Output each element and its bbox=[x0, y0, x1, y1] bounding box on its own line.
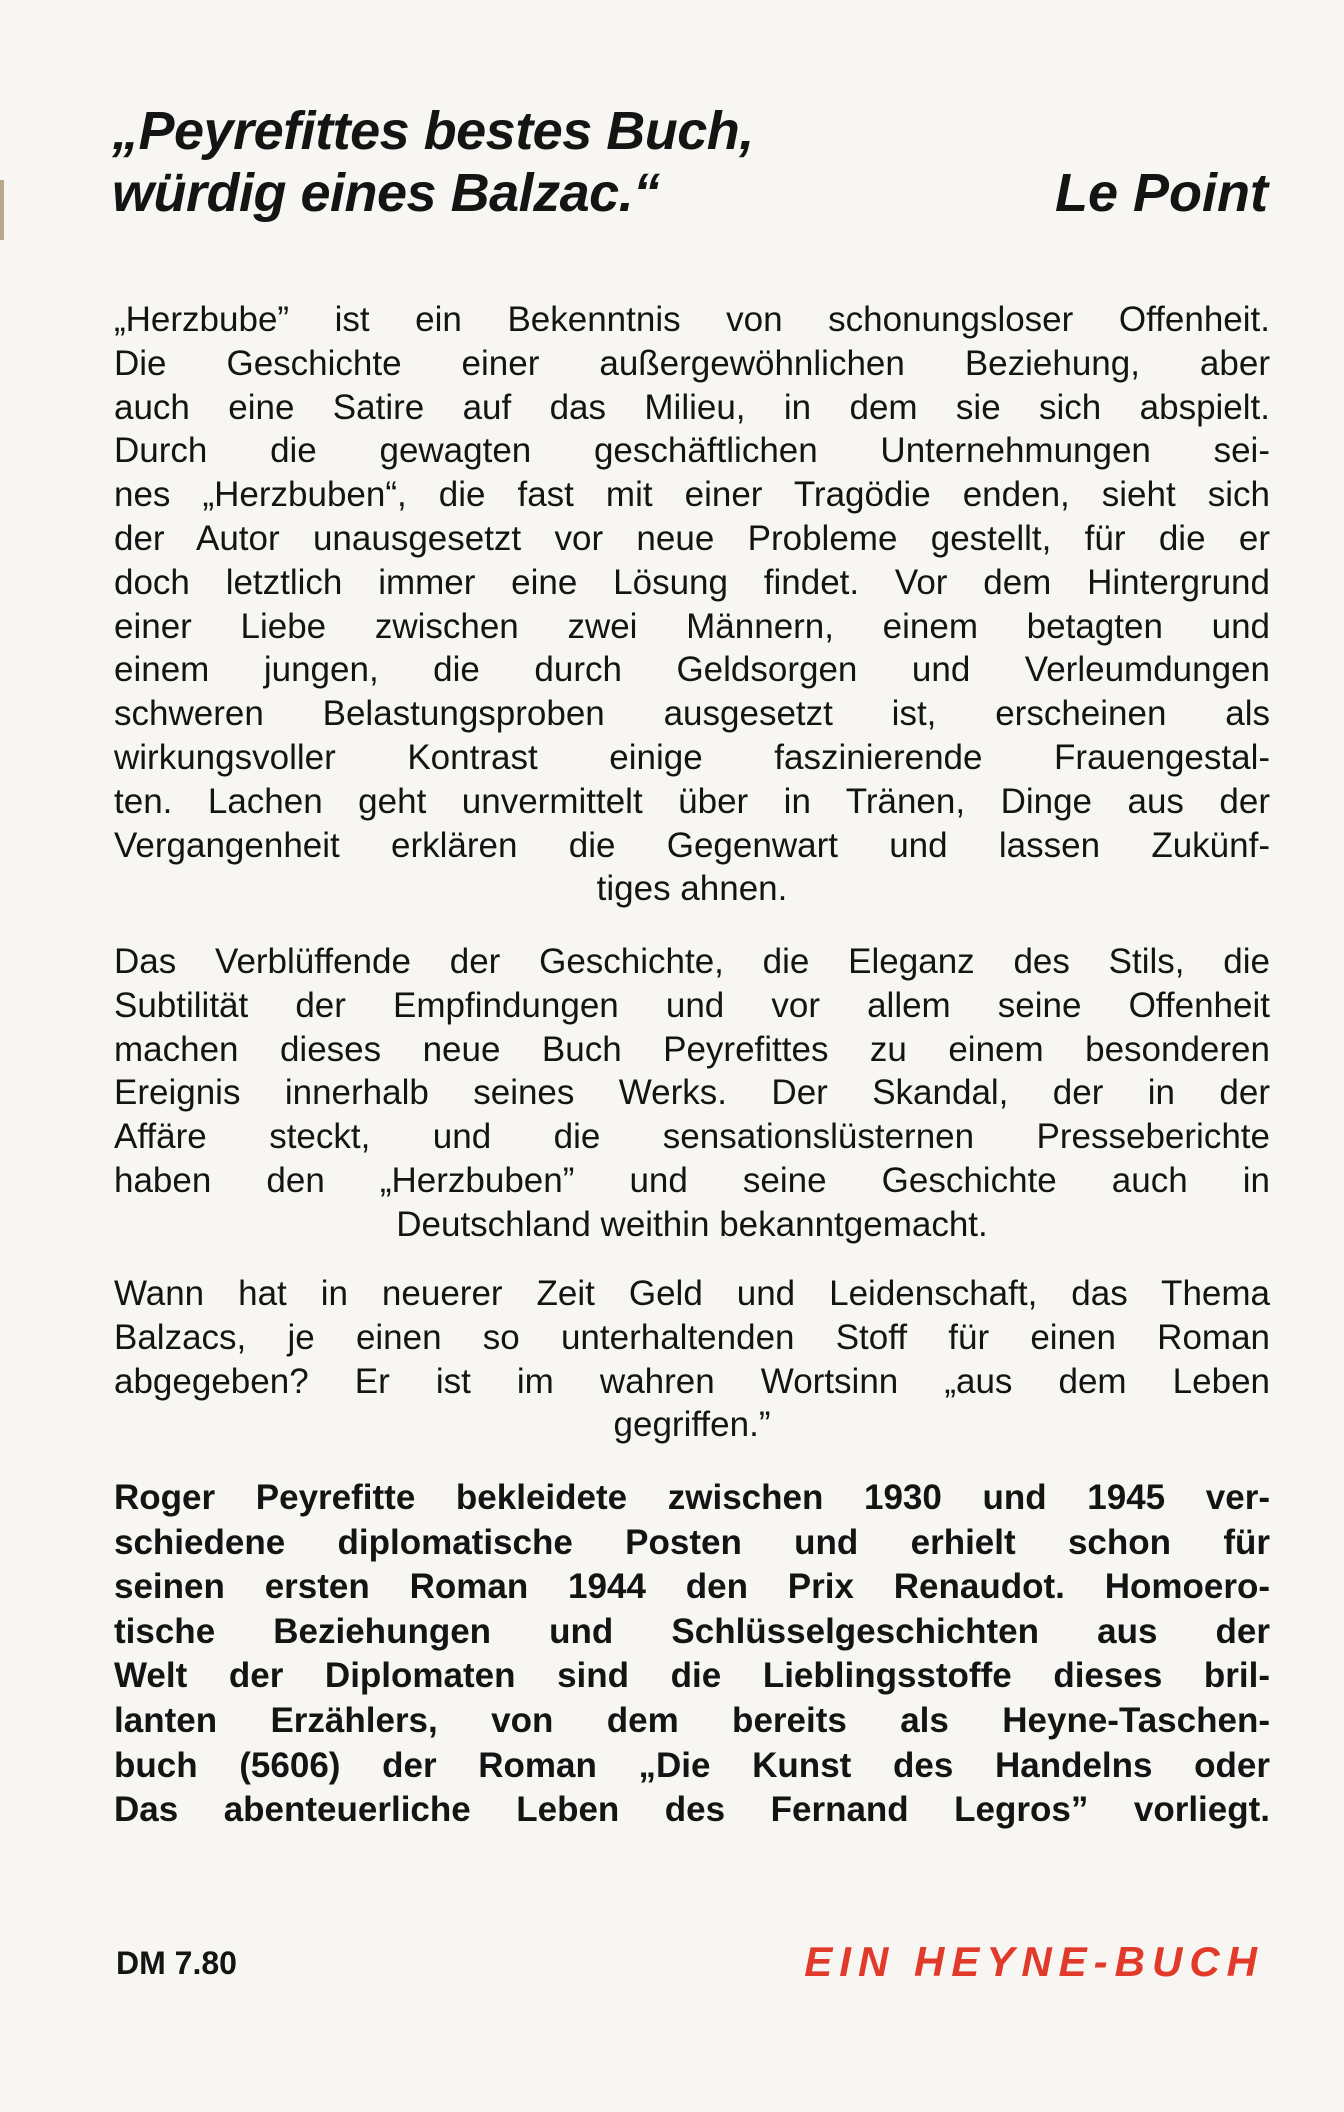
text-line: nes „Herzbuben“, die fast mit einer Tragödie enden, sieht sich bbox=[114, 475, 1270, 515]
text-line: seinen ersten Roman 1944 den Prix Renaudot. Homoero- bbox=[114, 1567, 1270, 1607]
text-line: tische Beziehungen und Schlüsselgeschichten aus der bbox=[114, 1611, 1270, 1651]
text-line: tiges ahnen. bbox=[596, 869, 788, 909]
page-edge-mark bbox=[0, 180, 4, 240]
text-line: Das Verblüffende der Geschichte, die Eleganz des Stils, die bbox=[114, 942, 1270, 981]
text-line: schiedene diplomatische Posten und erhielt schon für bbox=[114, 1522, 1270, 1562]
text-line: Durch die gewagten geschäftlichen Unternehmungen sei- bbox=[114, 431, 1270, 471]
text-line: einem jungen, die durch Geldsorgen und Verleumdungen bbox=[114, 650, 1270, 690]
text-line: Deutschland weithin bekanntgemacht. bbox=[396, 1204, 988, 1244]
text-line: Wann hat in neuerer Zeit Geld und Leidenschaft, das Thema bbox=[114, 1274, 1270, 1313]
text-line: Affäre steckt, und die sensationslüsternen Presseberichte bbox=[114, 1117, 1270, 1157]
paragraph-praise bbox=[114, 940, 1270, 1247]
text-line: Welt der Diplomaten sind die Lieblingsstoffe dieses bril- bbox=[114, 1656, 1270, 1696]
quote-source: Le Point bbox=[1055, 163, 1268, 223]
paragraph-description bbox=[114, 298, 1270, 911]
text-line: buch (5606) der Roman „Die Kunst des Handelns oder bbox=[114, 1745, 1270, 1785]
text-line: einer Liebe zwischen zwei Männern, einem betagten und bbox=[114, 606, 1270, 646]
text-line: Vergangenheit erklären die Gegenwart und lassen Zukünf- bbox=[114, 825, 1270, 865]
text-line: haben den „Herzbuben” und seine Geschichte auch in bbox=[114, 1160, 1270, 1200]
text-line: Das abenteuerliche Leben des Fernand Legros” vorliegt. bbox=[114, 1790, 1270, 1830]
text-line: auch eine Satire auf das Milieu, in dem sie sich abspielt. bbox=[114, 387, 1270, 427]
text-line: gegriffen.” bbox=[613, 1405, 771, 1445]
text-line: „Herzbube” ist ein Bekenntnis von schonungsloser Offenheit. bbox=[114, 300, 1270, 339]
paragraph-author-bio bbox=[114, 1476, 1270, 1833]
text-line: Ereignis innerhalb seines Werks. Der Skandal, der in der bbox=[114, 1073, 1270, 1113]
quote-line: würdig eines Balzac.“ bbox=[112, 163, 660, 223]
text-line: lanten Erzählers, von dem bereits als Heyne-Taschen- bbox=[114, 1700, 1270, 1740]
paragraph-question bbox=[114, 1272, 1270, 1447]
price-label: DM 7.80 bbox=[116, 1945, 237, 1981]
text-line: Roger Peyrefitte bekleidete zwischen 1930 und 1945 ver- bbox=[114, 1478, 1270, 1517]
publisher-logo-text: EIN HEYNE-BUCH bbox=[804, 1938, 1264, 1985]
text-line: Balzacs, je einen so unterhaltenden Stoff für einen Roman bbox=[114, 1317, 1270, 1357]
text-line: machen dieses neue Buch Peyrefittes zu einem besonderen bbox=[114, 1029, 1270, 1069]
text-line: abgegeben? Er ist im wahren Wortsinn „aus dem Leben bbox=[114, 1361, 1270, 1401]
quote-line: „Peyrefittes bestes Buch, bbox=[112, 101, 754, 161]
text-line: schweren Belastungsproben ausgesetzt ist, erscheinen als bbox=[114, 694, 1270, 734]
headline-quote bbox=[112, 100, 754, 224]
text-line: doch letztlich immer eine Lösung findet. Vor dem Hintergrund bbox=[114, 562, 1270, 602]
text-line: ten. Lachen geht unvermittelt über in Tränen, Dinge aus der bbox=[114, 781, 1270, 821]
text-line: Die Geschichte einer außergewöhnlichen Beziehung, aber bbox=[114, 343, 1270, 383]
text-line: der Autor unausgesetzt vor neue Probleme gestellt, für die er bbox=[114, 518, 1270, 558]
text-line: Subtilität der Empfindungen und vor allem seine Offenheit bbox=[114, 985, 1270, 1025]
text-line: wirkungsvoller Kontrast einige faszinierende Frauengestal- bbox=[114, 737, 1270, 777]
